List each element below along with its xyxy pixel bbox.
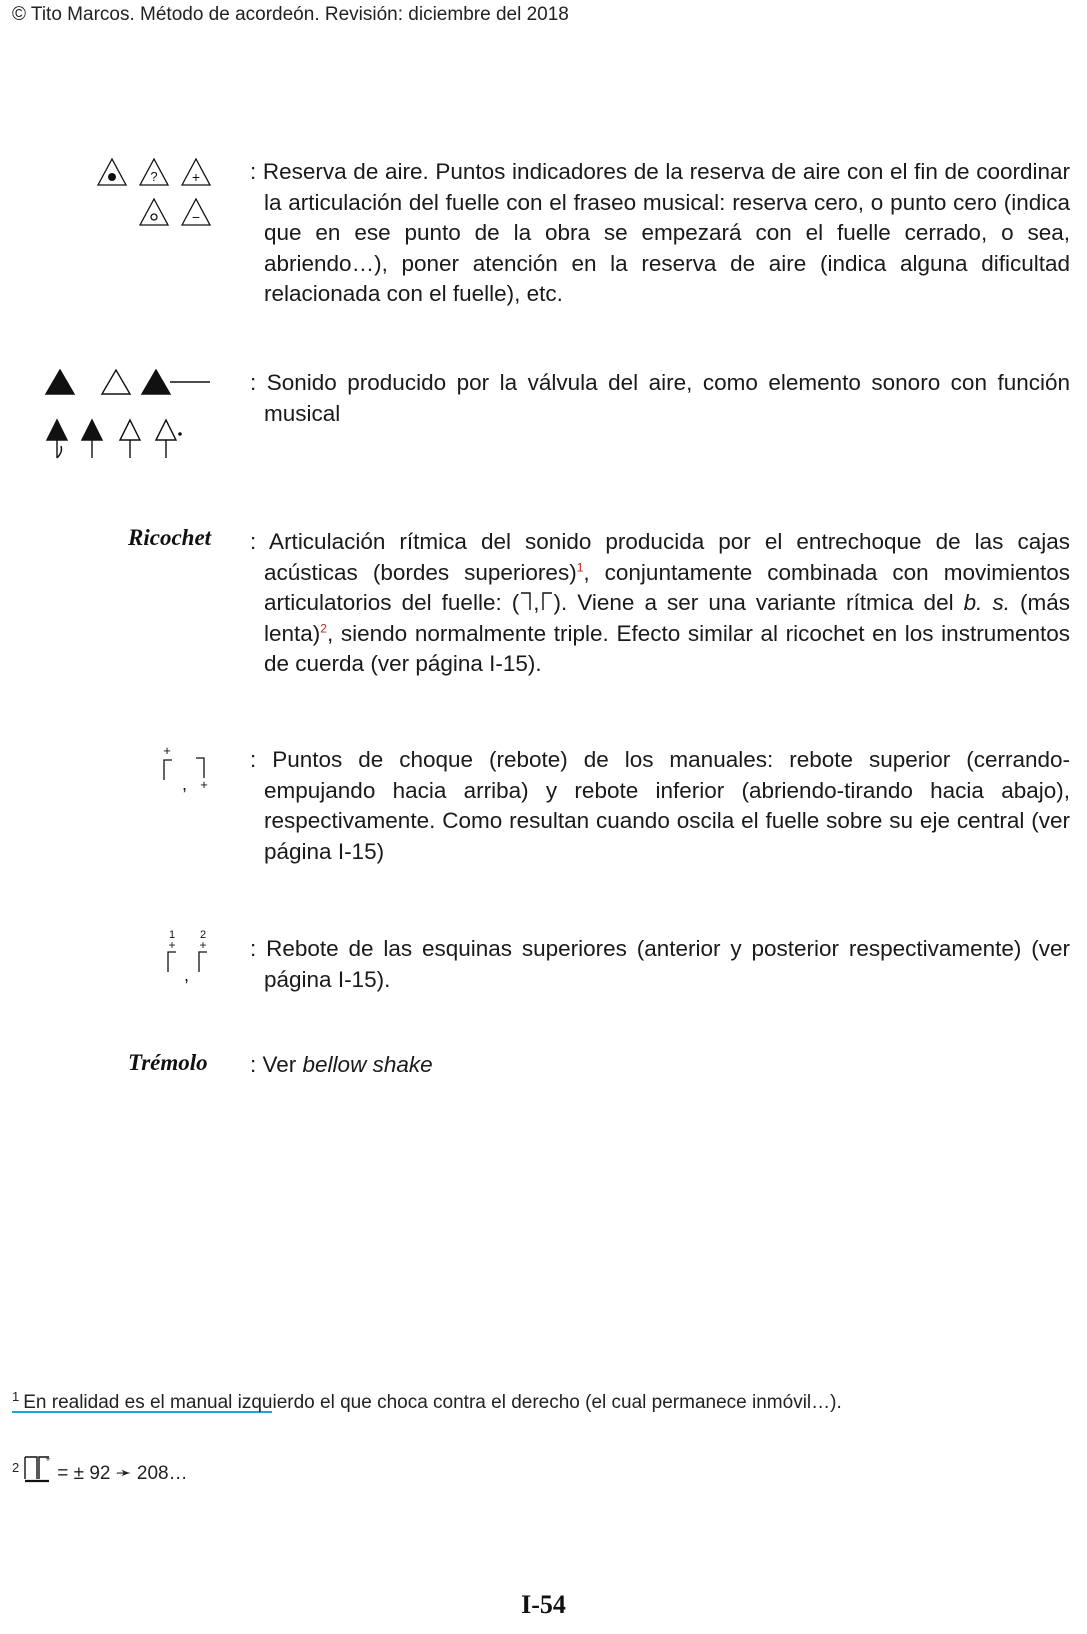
esquinas-description: : Rebote de las esquinas superiores (anterior y posterior respectivamente) (ver página I-15). — [250, 936, 1070, 992]
bellows-open-corner-icon — [540, 590, 554, 612]
choque-description: : Puntos de choque (rebote) de los manuales: rebote superior (cerrando-empujando hacia arriba) y rebote inferior (abriendo-tirando hacia abajo), respectivamente. Como resultan cuando oscila el fuelle sobre su eje central (ver página I-15) — [250, 747, 1070, 864]
corner-rebound-icon — [160, 925, 220, 985]
svg-text:,: , — [182, 774, 188, 794]
reserve-question-mark: ? — [150, 169, 158, 184]
svg-text:+: + — [45, 1454, 51, 1464]
reserve-minus-mark: − — [191, 209, 201, 225]
reserva-description: : Reserva de aire. Puntos indicadores de la reserva de aire con el fin de coordinar la articulación del fuelle con el fraseo musical: reserva cero, o punto cero (indica que en ese punto de la obra se empezará con el fuelle cerrado, o sea, abriendo…), poner atención en la reserva de aire (indica alguna dificultad relacionada con el fuelle), etc. — [250, 159, 1070, 306]
footnote-ref-1[interactable]: 1 — [576, 560, 584, 574]
valvula-description: : Sonido producido por la válvula del aire, como elemento sonoro con función musical — [250, 370, 1070, 426]
reserve-plus-mark: + — [191, 169, 201, 185]
air-reserve-triangles-icon — [96, 155, 226, 231]
page-number: I-54 — [521, 1590, 566, 1619]
svg-text:+: + — [168, 938, 176, 952]
triplet-rhythm-icon — [23, 1453, 53, 1485]
svg-text:+: + — [200, 777, 208, 792]
svg-text:,: , — [184, 965, 190, 985]
footnote-1: $^1$ En realidad es el manual izquierdo el que choca contra el derecho (el cual permanece inmóvil…). — [12, 1388, 842, 1413]
ricochet-description: : Articulación rítmica del sonido producida por el entrechoque de las cajas acústicas (bordes superiores)$^1$, conjuntamente combinada con movimientos articulatorios del fuelle: ( , ). Viene a ser una variante rítmica del b. s. (más lenta)$^2$, siendo normalmente triple. Efecto similar al ricochet en los instrumentos de cuerda (ver página I-15). — [250, 529, 1070, 676]
page-header: © Tito Marcos. Método de acordeón. Revisión: diciembre del 2018 — [12, 4, 569, 25]
term-tremolo: Trémolo — [128, 1050, 208, 1075]
bellows-close-corner-icon — [519, 590, 533, 612]
svg-text:1: 1 — [168, 929, 176, 941]
footnote-2: $^2$ + = ± 92 ➛ 208… — [12, 1454, 188, 1484]
footnote-ref-2[interactable]: 2 — [320, 621, 327, 635]
svg-text:+: + — [199, 938, 207, 952]
rebound-points-icon — [158, 740, 218, 796]
air-valve-symbols-icon — [44, 368, 214, 460]
svg-text:2: 2 — [199, 929, 207, 941]
term-ricochet: Ricochet — [128, 525, 212, 550]
svg-text:+: + — [163, 743, 171, 758]
tremolo-description: : Ver bellow shake — [250, 1052, 433, 1077]
